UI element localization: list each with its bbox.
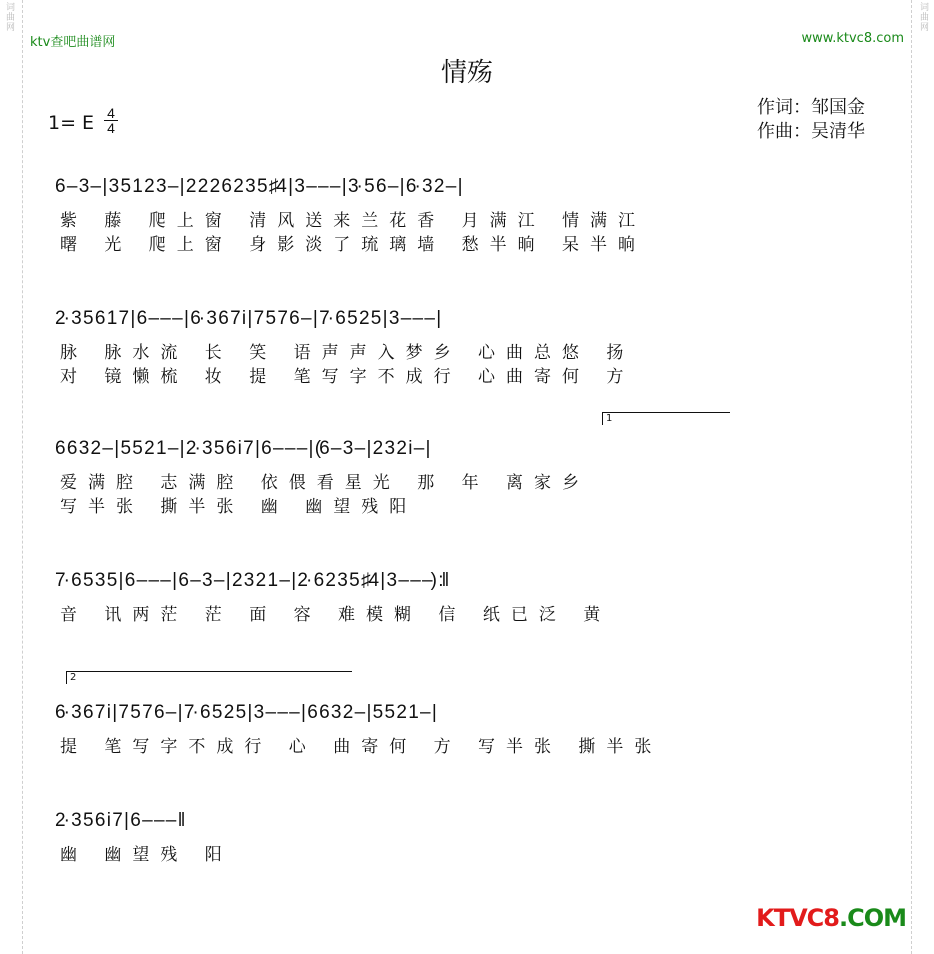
site-name-left[interactable]: ktv查吧曲谱网: [30, 35, 116, 50]
notes-row-6: 2· 3 5 6 i 7 | 6 – – – ‖: [55, 810, 184, 831]
time-signature: [104, 106, 118, 135]
right-margin-strip: [911, 0, 934, 954]
lyrics-row-4-verse-1: 音 讯两茫 茫 面 容 难模糊 信 纸已泛 黄: [60, 605, 612, 625]
notes-row-5: 6· 3 6 7 i | 7 5 7 6 – | 7· 6 5 2 5 | 3 – – – | 6 6 3 2 – | 5 5 2 1 – |: [55, 702, 435, 723]
lyrics-row-1-verse-1: 紫 藤 爬上窗 清风送来兰花香 月满江 情满江: [60, 211, 647, 231]
side-watermark-right: 词曲网: [918, 2, 928, 32]
site-url-right[interactable]: www.ktvc8.com: [801, 31, 904, 46]
left-margin-strip: [0, 0, 23, 954]
song-title: 情殇: [440, 58, 493, 88]
lyrics-row-2-verse-1: 脉 脉水流 长 笑 语声声入梦乡 心曲总悠 扬: [60, 343, 635, 363]
notes-row-4: 7· 6 5 3 5 | 6 – – – | 6 – 3 – | 2 3 2 1 – | 2· 6 2 3 5 ♯4 | 3 – – –) :‖: [55, 570, 448, 591]
lyrics-row-3-verse-1: 爱满腔 志满腔 依偎看星光 那 年 离家乡: [60, 473, 591, 493]
lyrics-row-2-verse-2: 对 镜懒梳 妆 提 笔写字不成行 心曲寄何 方: [60, 367, 635, 387]
side-watermark-left: 词曲网: [4, 2, 14, 32]
logo-part-ktvc8: KTVC8: [756, 904, 839, 932]
time-denominator: 4: [107, 120, 115, 136]
volta-1: 1: [602, 412, 730, 425]
key-signature: 1= E: [48, 112, 95, 134]
logo-part-com: .COM: [838, 904, 906, 932]
time-numerator: 4: [104, 106, 118, 121]
notes-row-3: 6 6 3 2 – | 5 5 2 1 – | 2· 3 5 6 i 7 | 6 – – – | (6 – 3 – | 2 3 2 i – |: [55, 438, 429, 459]
notes-row-1: 6 – 3 – | 3 5 1 2 3 – | 2 2 2 6 2 3 5 ♯4 | 3 – – – | 3· 5 6 – | 6· 3 2 – |: [55, 176, 461, 197]
composer: 作曲：吴清华: [757, 121, 865, 142]
lyrics-row-6-verse-1: 幽 幽望残 阳: [60, 845, 233, 865]
notes-row-2: 2· 3 5 6 1 7 | 6 – – – | 6· 3 6 7 i | 7 5 7 6 – | 7· 6 5 2 5 | 3 – – – |: [55, 308, 440, 329]
credits: [757, 96, 865, 144]
site-logo[interactable]: [756, 904, 906, 932]
lyrics-row-3-verse-2: 写半张 撕半张 幽 幽望残阳: [60, 497, 418, 517]
lyrics-row-1-verse-2: 曙 光 爬上窗 身影淡了琉璃墙 愁半晌 呆半晌: [60, 235, 647, 255]
lyricist: 作词：邹国金: [757, 97, 865, 118]
lyrics-row-5-verse-1: 提 笔写字不成行 心 曲寄何 方 写半张 撕半张: [60, 737, 663, 757]
volta-2: 2: [66, 671, 352, 684]
